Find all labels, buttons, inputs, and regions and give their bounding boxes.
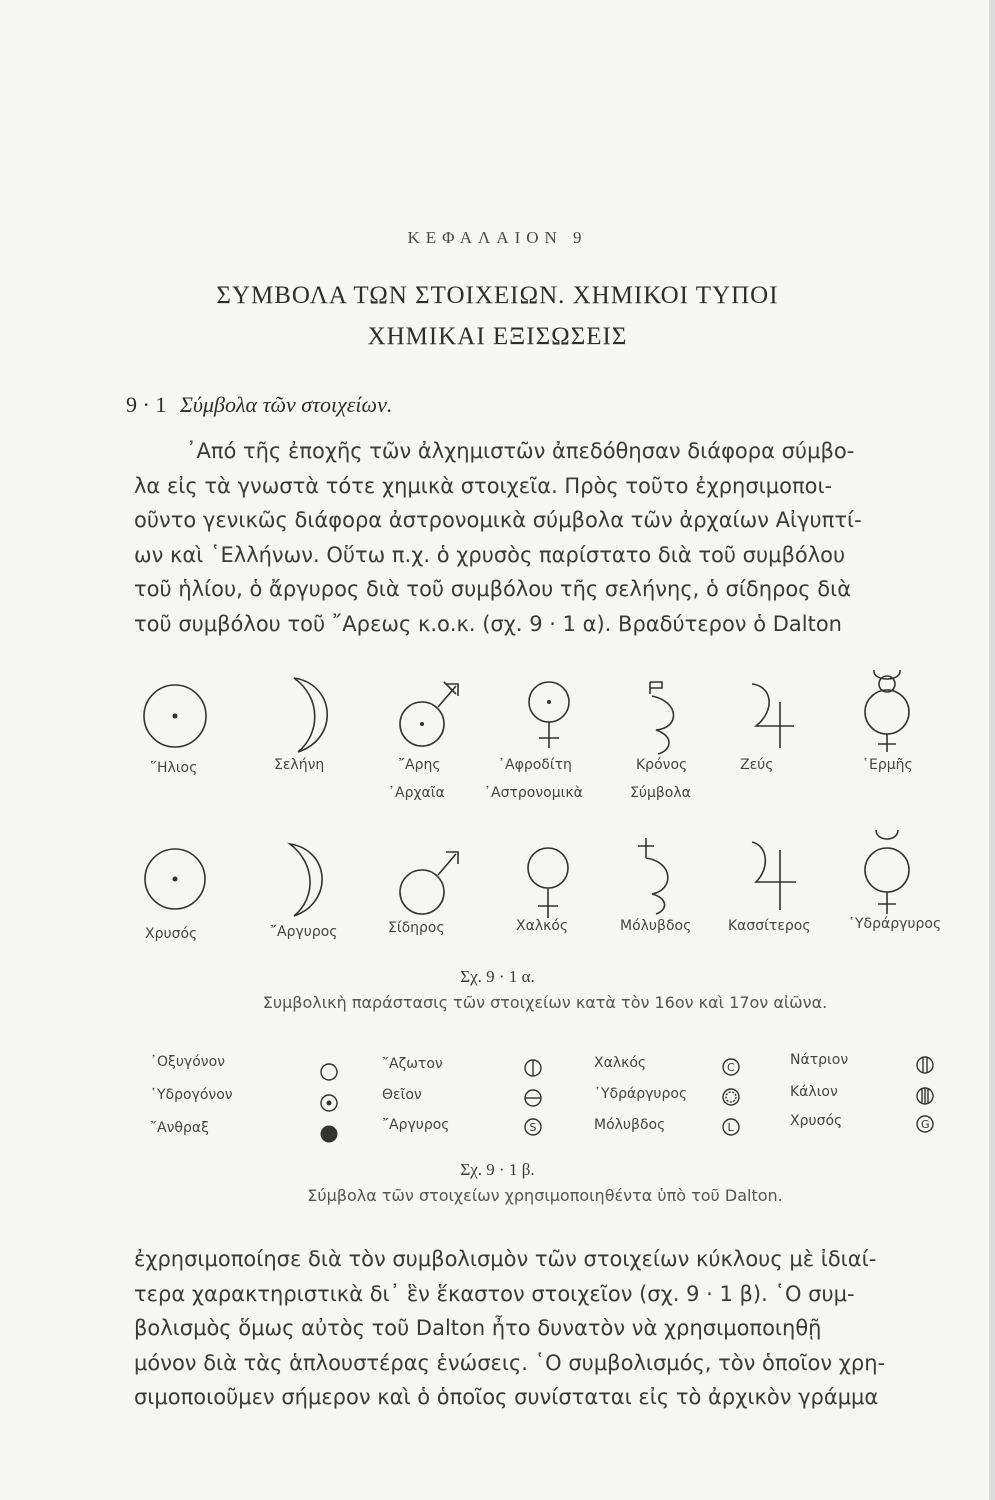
group-label-astronomical: ᾿Αστρονομικὰ bbox=[484, 785, 583, 801]
dalton-name-silver: ῎Αργυρος bbox=[382, 1117, 450, 1133]
dalton-name-sulfur: Θεῖον bbox=[382, 1087, 422, 1103]
symbol-label-lead: Μόλυβδος bbox=[620, 918, 692, 934]
symbol-label-tin: Κασσίτερος bbox=[728, 918, 811, 934]
mars-symbol-icon bbox=[398, 680, 460, 752]
gold-dalton-icon bbox=[915, 1114, 935, 1134]
dalton-name-potassium: Κάλιον bbox=[790, 1084, 838, 1100]
venus-symbol-icon bbox=[524, 680, 574, 752]
copper-dalton-letter: C bbox=[727, 1061, 735, 1074]
paragraph-line: ων καὶ ῾Ελλήνων. Οὕτω π.χ. ὁ χρυσὸς παρίστατο διὰ τοῦ συμβόλου bbox=[134, 542, 846, 567]
paragraph-line: τερα χαρακτηριστικὰ δι᾿ ἓν ἕκαστον στοιχεῖον (σχ. 9 · 1 β). ῾Ο συμ- bbox=[134, 1281, 855, 1306]
page-edge-shadow bbox=[989, 0, 995, 1500]
tin-symbol-icon bbox=[748, 836, 800, 912]
mercury-symbol-icon bbox=[858, 668, 916, 756]
symbol-label-mars: ῎Αρης bbox=[398, 757, 441, 773]
figure-a-caption-number: Σχ. 9 · 1 α. bbox=[460, 967, 535, 986]
dalton-name-nitrogen: ῎Αζωτον bbox=[382, 1056, 443, 1072]
paragraph-line: οῦντο γενικῶς διάφορα ἀστρονομικὰ σύμβολα τῶν ἀρχαίων Αἰγυπτί- bbox=[134, 508, 862, 532]
sun-symbol-icon bbox=[141, 682, 209, 750]
mercury-dalton-icon bbox=[721, 1087, 741, 1107]
quicksilver-symbol-icon bbox=[858, 828, 916, 918]
figure-b-caption-number: Σχ. 9 · 1 β. bbox=[460, 1160, 535, 1179]
symbol-label-silver: ῎Αργυρος bbox=[270, 924, 338, 940]
section-heading bbox=[126, 392, 392, 418]
paragraph-2 bbox=[134, 1242, 964, 1415]
symbol-label-gold: Χρυσός bbox=[145, 926, 198, 942]
silver-dalton-letter: S bbox=[529, 1121, 537, 1134]
dalton-name-oxygen: ᾿Οξυγόνον bbox=[150, 1054, 225, 1070]
dalton-name-gold: Χρυσός bbox=[790, 1113, 843, 1129]
gold-symbol-icon bbox=[142, 846, 208, 912]
gold-dalton-letter: G bbox=[921, 1118, 930, 1131]
symbol-label-moon: Σελήνη bbox=[274, 757, 325, 773]
lead-dalton-letter: L bbox=[727, 1121, 734, 1134]
silver-dalton-icon bbox=[523, 1117, 543, 1137]
symbol-label-quicksilver: ῾Υδράργυρος bbox=[848, 916, 942, 932]
copper-symbol-icon bbox=[522, 846, 574, 920]
saturn-symbol-icon bbox=[640, 680, 680, 756]
lead-symbol-icon bbox=[634, 836, 678, 916]
chapter-title-line-1: ΣΥΜΒΟΛΑ ΤΩΝ ΣΤΟΙΧΕΙΩΝ. ΧΗΜΙΚΟΙ ΤΥΠΟΙ bbox=[216, 282, 779, 309]
symbol-label-saturn: Κρόνος bbox=[636, 757, 688, 773]
hydrogen-dalton-icon bbox=[319, 1093, 339, 1113]
symbol-label-copper: Χαλκός bbox=[516, 918, 569, 934]
figure-b-caption-text: Σύμβολα τῶν στοιχείων χρησιμοποιηθέντα ὑπὸ τοῦ Dalton. bbox=[307, 1186, 783, 1205]
dalton-name-sodium: Νάτριον bbox=[790, 1052, 849, 1068]
chapter-number: ΚΕΦΑΛΑΙΟΝ 9 bbox=[407, 228, 588, 247]
paragraph-line: σιμοποιοῦμεν σήμερον καὶ ὁ ὁποῖος συνίσταται εἰς τὸ ἀρχικὸν γράμμα bbox=[134, 1385, 879, 1409]
group-label-ancient: ᾿Αρχαῖα bbox=[388, 785, 445, 801]
copper-dalton-icon bbox=[721, 1057, 741, 1077]
dalton-name-carbon: ῎Ανθραξ bbox=[150, 1120, 209, 1136]
paragraph-line: λα εἰς τὰ γνωστὰ τότε χημικὰ στοιχεῖα. Πρὸς τοῦτο ἐχρησιμοποι- bbox=[134, 473, 833, 498]
paragraph-line: ἐχρησιμοποίησε διὰ τὸν συμβολισμὸν τῶν στοιχείων κύκλους μὲ ἰδιαί- bbox=[134, 1247, 877, 1271]
paragraph-1 bbox=[134, 434, 964, 641]
nitrogen-dalton-icon bbox=[523, 1058, 543, 1078]
symbol-label-sun: ῞Ηλιος bbox=[150, 760, 198, 776]
paragraph-line: τοῦ συμβόλου τοῦ ῎Αρεως κ.ο.κ. (σχ. 9 · 1 α). Βραδύτερον ὁ Dalton bbox=[134, 611, 842, 636]
lead-dalton-icon bbox=[721, 1117, 741, 1137]
sodium-dalton-icon bbox=[915, 1055, 935, 1075]
moon-symbol-icon bbox=[290, 676, 340, 756]
paragraph-line: τοῦ ἡλίου, ὁ ἄργυρος διὰ τοῦ συμβόλου τῆς σελήνης, ὁ σίδηρος διὰ bbox=[134, 577, 852, 601]
sulfur-dalton-icon bbox=[523, 1088, 543, 1108]
oxygen-dalton-icon bbox=[319, 1062, 339, 1082]
symbol-label-venus: ᾿Αφροδίτη bbox=[498, 757, 572, 773]
section-title: Σύμβολα τῶν στοιχείων. bbox=[179, 392, 393, 417]
figure-a-caption-text: Συμβολικὴ παράστασις τῶν στοιχείων κατὰ τὸν 16ον καὶ 17ον αἰῶνα. bbox=[262, 993, 828, 1012]
paragraph-line: μόνον διὰ τὰς ἁπλουστέρας ἑνώσεις. ῾Ο συμβολισμός, τὸν ὁποῖον χρη- bbox=[134, 1350, 886, 1375]
chapter-title-line-2: ΧΗΜΙΚΑΙ ΕΞΙΣΩΣΕΙΣ bbox=[367, 323, 628, 350]
jupiter-symbol-icon bbox=[748, 680, 798, 750]
iron-symbol-icon bbox=[398, 848, 460, 920]
silver-symbol-icon bbox=[286, 842, 336, 920]
paragraph-line: ᾿Από τῆς ἐποχῆς τῶν ἀλχημιστῶν ἀπεδόθησαν διάφορα σύμβο- bbox=[186, 439, 855, 463]
dalton-name-hydrogen: ῾Υδρογόνον bbox=[150, 1087, 233, 1103]
section-number: 9 · 1 bbox=[126, 392, 167, 417]
dalton-name-copper: Χαλκός bbox=[594, 1055, 647, 1071]
group-label-symbols: Σύμβολα bbox=[630, 785, 691, 801]
symbol-label-iron: Σίδηρος bbox=[388, 920, 445, 936]
dalton-name-mercury: ῾Υδράργυρος bbox=[594, 1086, 688, 1102]
carbon-dalton-icon bbox=[319, 1124, 339, 1144]
dalton-name-lead: Μόλυβδος bbox=[594, 1117, 666, 1133]
symbol-label-mercury: ῾Ερμῆς bbox=[862, 757, 913, 773]
paragraph-line: βολισμὸς ὅμως αὐτὸς τοῦ Dalton ἦτο δυνατὸν νὰ χρησιμοποιηθῇ bbox=[134, 1316, 822, 1340]
symbol-label-jupiter: Ζεύς bbox=[740, 757, 774, 773]
potassium-dalton-icon bbox=[915, 1086, 935, 1106]
